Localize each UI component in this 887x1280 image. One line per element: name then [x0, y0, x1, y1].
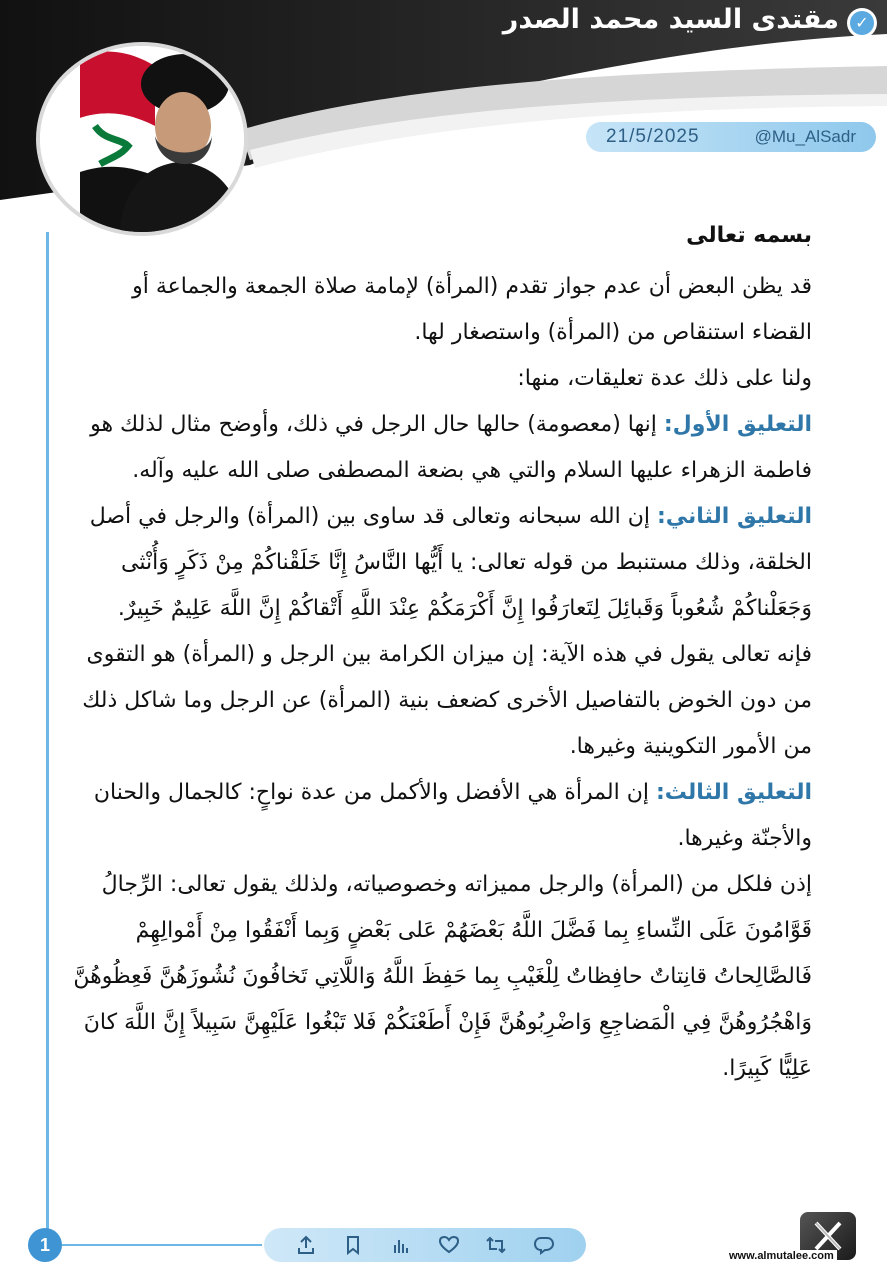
avatar[interactable]: [40, 46, 244, 232]
views-icon[interactable]: [389, 1233, 413, 1257]
share-icon[interactable]: [294, 1233, 318, 1257]
reply-icon[interactable]: [532, 1233, 556, 1257]
post-content: [72, 212, 812, 1092]
comment-3-text: إن المرأة هي الأفضل والأكمل من عدة نواحٍ: كالجمال والحنان والأجنّة وغيرها.: [93, 780, 812, 851]
retweet-icon[interactable]: [484, 1233, 508, 1257]
comment-3-label: التعليق الثالث:: [655, 780, 812, 805]
paragraph-4: إذن فلكل من (المرأة) والرجل مميزاته وخصوصياته، ولذلك يقول تعالى: الرِّجالُ قَوَّامُونَ عَلَى النِّساءِ بِما فَضَّلَ اللَّهُ بَعْضَهُمْ عَلى بَعْضٍ وَبِما أَنْفَقُوا مِنْ أَمْوالِهِمْ فَالصَّالِحاتُ قانِتاتٌ حافِظاتٌ لِلْغَيْبِ بِما حَفِظَ اللَّهُ وَاللَّاتِي تَخافُونَ نُشُوزَهُنَّ فَعِظُوهُنَّ وَاهْجُرُوهُنَّ فِي الْمَضاجِعِ وَاضْرِبُوهُنَّ فَإِنْ أَطَعْنَكُمْ فَلا تَبْغُوا عَلَيْهِنَّ سَبِيلاً إِنَّ اللَّهَ كانَ عَلِيًّا كَبِيرًا.: [73, 872, 812, 1081]
paragraph-3: فإنه تعالى يقول في هذه الآية: إن ميزان الكرامة بين الرجل و (المرأة) هو التقوى من دون الخوض بالتفاصيل الأخرى كضعف بنية (المرأة) عن الرجل وما شاكل ذلك من الأمور التكوينية وغيرها.: [82, 642, 812, 759]
comment-1-label: التعليق الأول:: [663, 412, 812, 437]
intro-line: ولنا على ذلك عدة تعليقات، منها:: [517, 366, 812, 391]
action-bar: [264, 1228, 586, 1262]
bookmark-icon[interactable]: [341, 1233, 365, 1257]
verified-badge-icon: ✓: [847, 8, 877, 38]
post-date: 21/5/2025: [606, 126, 700, 147]
thread-line: [46, 232, 49, 1234]
user-handle[interactable]: @Mu_AlSadr: [754, 127, 856, 146]
page-number-badge: 1: [28, 1228, 62, 1262]
comment-3: [72, 770, 812, 862]
comment-1: [72, 402, 812, 494]
page-connector-line: [62, 1244, 262, 1246]
comment-1-text: إنها (معصومة) حالها حال الرجل في ذلك، وأوضح مثال لذلك هو فاطمة الزهراء عليها السلام والتي هي بضعة المصطفى صلى الله عليه وآله.: [90, 412, 812, 483]
author-name[interactable]: مقتدى السيد محمد الصدر: [502, 4, 839, 35]
comment-2-text: إن الله سبحانه وتعالى قد ساوى بين (المرأة) والرجل في أصل الخلقة، وذلك مستنبط من قوله تعالى: يا أَيُّها النَّاسُ إِنَّا خَلَقْناكُمْ مِنْ ذَكَرٍ وَأُنْثى وَجَعَلْناكُمْ شُعُوباً وَقَبائِلَ لِتَعارَفُوا إِنَّ أَكْرَمَكُمْ عِنْدَ اللَّهِ أَتْقاكُمْ إِنَّ اللَّهَ عَلِيمٌ خَبِيرٌ.: [89, 504, 812, 621]
source-watermark: www.almutalee.com: [726, 1250, 837, 1262]
comment-2: [72, 494, 812, 632]
intro-paragraph: قد يظن البعض أن عدم جواز تقدم (المرأة) لإمامة صلاة الجمعة والجماعة أو القضاء استنقاص من (المرأة) واستصغار لها.: [132, 274, 812, 345]
like-icon[interactable]: [437, 1233, 461, 1257]
meta-bar: [586, 122, 876, 152]
comment-2-label: التعليق الثاني:: [656, 504, 812, 529]
post-bism: بسمه تعالى: [686, 223, 812, 248]
